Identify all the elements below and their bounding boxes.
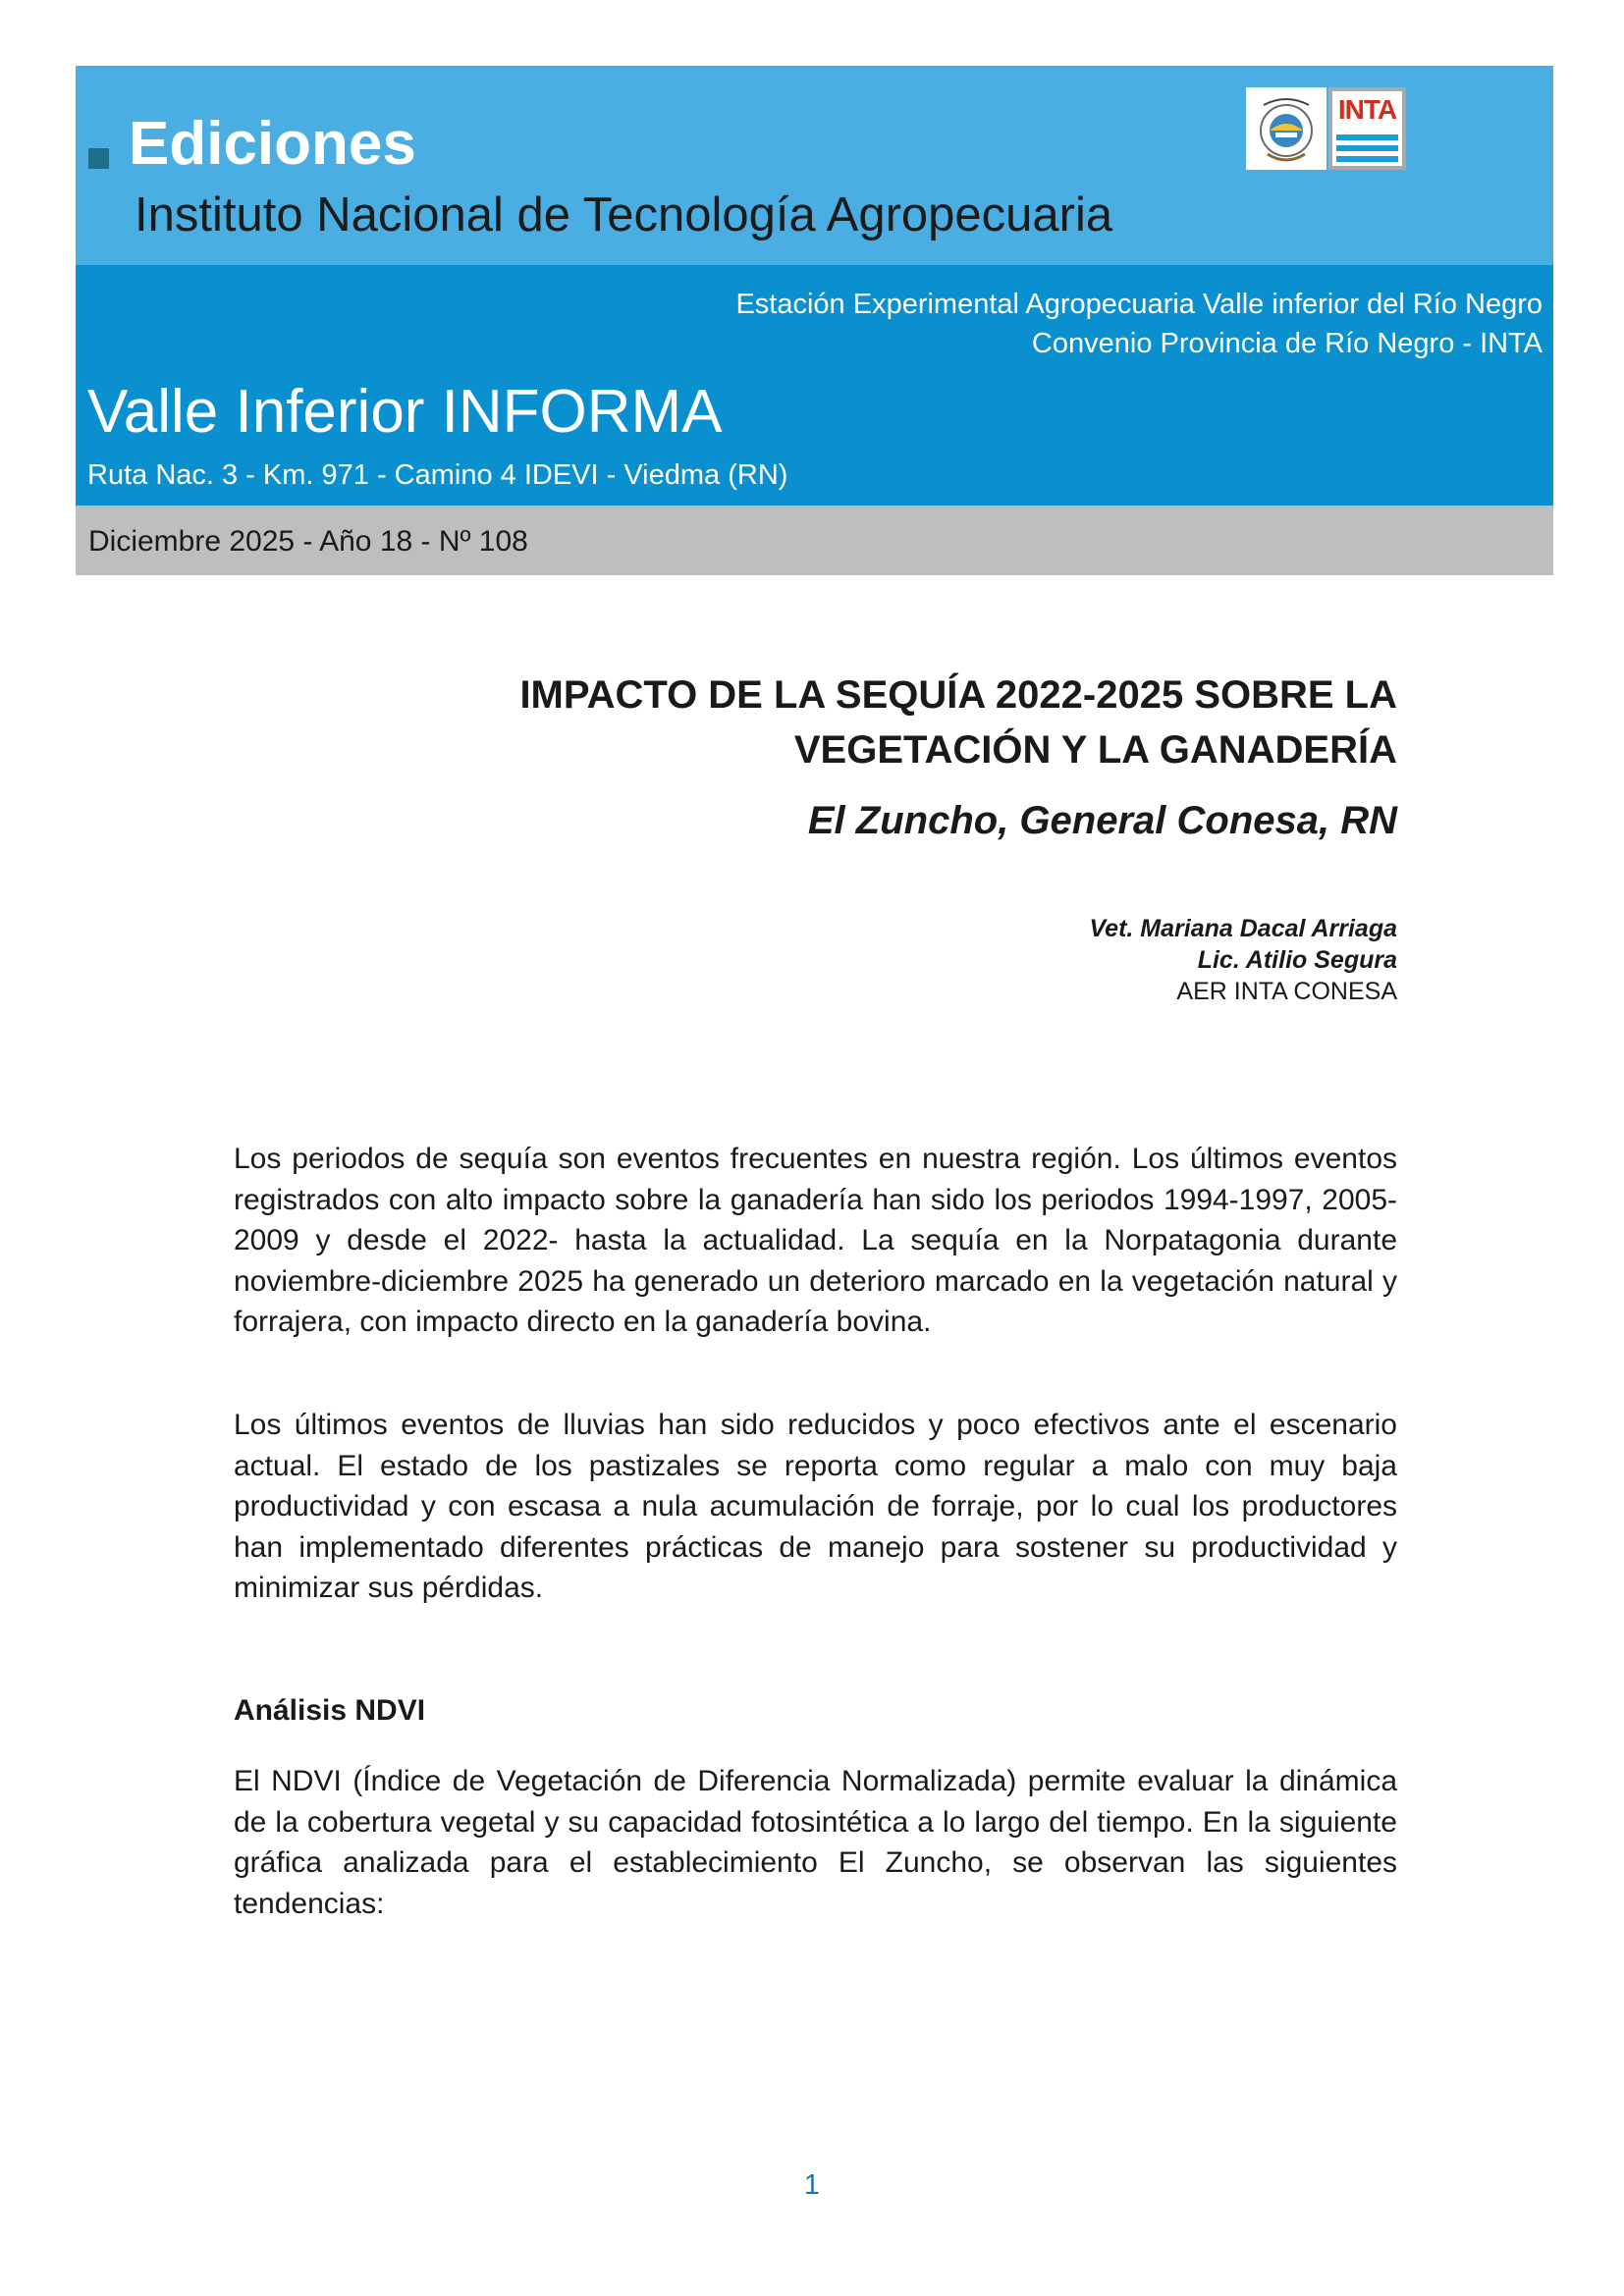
article-subtitle: El Zuncho, General Conesa, RN bbox=[807, 799, 1397, 842]
address-line: Ruta Nac. 3 - Km. 971 - Camino 4 IDEVI - Viedma (RN) bbox=[87, 459, 788, 491]
inta-logo bbox=[1328, 87, 1406, 170]
institute-name: Instituto Nacional de Tecnología Agropecuaria bbox=[135, 188, 1113, 241]
inta-stripe-3 bbox=[1336, 156, 1398, 162]
author-1: Vet. Mariana Dacal Arriaga bbox=[1089, 915, 1397, 942]
masthead bbox=[76, 66, 1553, 575]
bullet-square-icon bbox=[88, 148, 109, 169]
inta-stripe-2 bbox=[1336, 145, 1398, 151]
paragraph-1: Los periodos de sequía son eventos frecuentes en nuestra región. Los últimos eventos registrados con alto impacto sobre la ganadería han sido los periodos 1994-1997, 2005-2009 y desde el 2022- hasta la actualidad. La sequía en la Norpatagonia durante noviembre-diciembre 2025 ha generado un deterioro marcado en la vegetación natural y forrajera, con impacto directo en la ganadería bovina. bbox=[234, 1143, 1397, 1338]
paragraph-2: Los últimos eventos de lluvias han sido reducidos y poco efectivos ante el escenario actual. El estado de los pastizales se reporta como regular a malo con muy baja productividad y con escasa a nula acumulación de forraje, por lo cual los productores han implementado diferentes prácticas de manejo para sostener su productividad y minimizar sus pérdidas. bbox=[234, 1409, 1397, 1604]
author-2: Lic. Atilio Segura bbox=[1197, 946, 1397, 974]
inta-logo-text: INTA bbox=[1337, 94, 1397, 125]
issue-band bbox=[76, 506, 1553, 575]
logos bbox=[1246, 87, 1402, 170]
agreement-line: Convenio Provincia de Río Negro - INTA bbox=[1031, 328, 1543, 359]
issue-date: Diciembre 2025 - Año 18 - Nº 108 bbox=[88, 525, 528, 558]
brand-title: Ediciones bbox=[129, 110, 416, 178]
publication-title: Valle Inferior INFORMA bbox=[87, 378, 723, 446]
author-affiliation: AER INTA CONESA bbox=[1176, 978, 1397, 1005]
masthead-top-band bbox=[76, 66, 1553, 265]
paragraph-3: El NDVI (Índice de Vegetación de Diferencia Normalizada) permite evaluar la dinámica de la cobertura vegetal y su capacidad fotosintética a lo largo del tiempo. En la siguiente gráfica analizada para el establecimiento El Zuncho, se observan las siguientes tendencias: bbox=[234, 1765, 1397, 1920]
masthead-mid-band bbox=[76, 265, 1553, 506]
section-heading-ndvi: Análisis NDVI bbox=[234, 1694, 426, 1727]
article-title-line-2: VEGETACIÓN Y LA GANADERÍA bbox=[793, 728, 1397, 772]
author-block bbox=[1089, 913, 1397, 1007]
inta-stripe-1 bbox=[1336, 134, 1398, 140]
article-title bbox=[519, 667, 1397, 777]
page-number: 1 bbox=[803, 2169, 821, 2201]
station-name: Estación Experimental Agropecuaria Valle inferior del Río Negro bbox=[735, 289, 1543, 320]
seal-emblem-icon bbox=[1246, 87, 1326, 170]
article-title-line-1: IMPACTO DE LA SEQUÍA 2022-2025 SOBRE LA bbox=[519, 673, 1397, 717]
rio-negro-seal-logo bbox=[1246, 87, 1326, 170]
